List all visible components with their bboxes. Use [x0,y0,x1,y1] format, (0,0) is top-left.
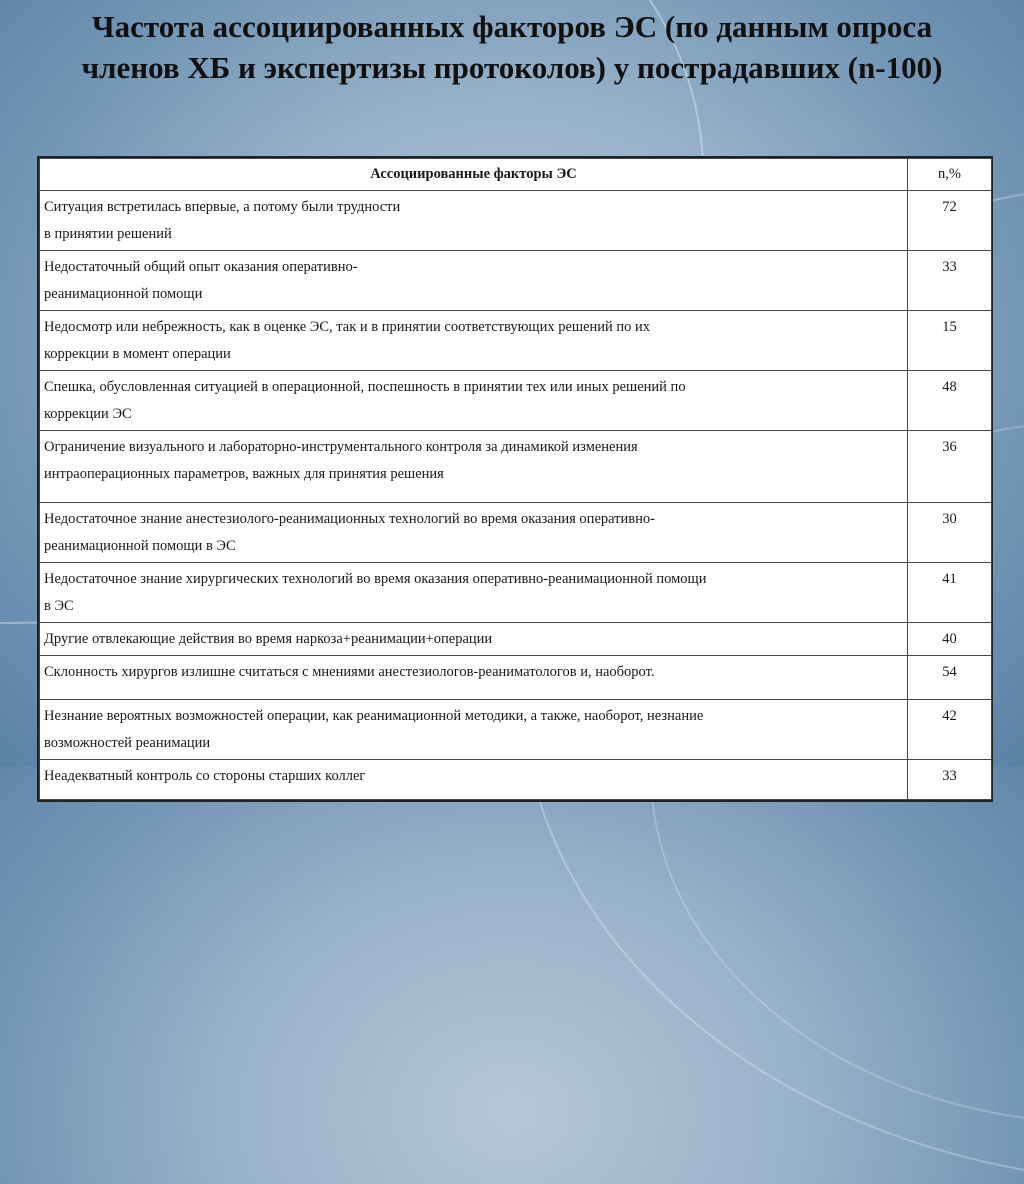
header-factor: Ассоциированные факторы ЭС [40,159,908,191]
percent-value-cell: 33 [908,251,992,311]
factor-cell [40,431,908,503]
factor-text-line: Недостаточный общий опыт оказания оперативно- [44,259,358,275]
table-row [40,563,992,623]
header-n-percent: n,% [908,159,992,191]
factor-text-line: Склонность хирургов излишне считаться с мнениями анестезиологов-реаниматологов и, наоборот. [44,664,655,680]
table-row [40,623,992,656]
percent-value-cell: 54 [908,656,992,700]
percent-value-cell: 72 [908,191,992,251]
factor-text-line: Ограничение визуального и лабораторно-инструментального контроля за динамикой изменения [44,439,638,455]
percent-value-cell: 15 [908,311,992,371]
factor-text-line: коррекции ЭС [44,406,132,422]
factor-text-line: Спешка, обусловленная ситуацией в операционной, поспешность в принятии тех или иных решений по [44,379,686,395]
factor-cell [40,251,908,311]
factor-cell [40,623,908,656]
factor-text-line: интраоперационных параметров, важных для принятия решения [44,466,444,482]
factor-text-line: Другие отвлекающие действия во время наркоза+реанимации+операции [44,631,493,647]
table-row [40,760,992,800]
table-row [40,700,992,760]
factors-table [37,156,993,802]
percent-value-cell: 48 [908,371,992,431]
table-header-row [40,159,992,191]
percent-value-cell: 42 [908,700,992,760]
factor-cell [40,503,908,563]
factor-cell [40,371,908,431]
table-row [40,191,992,251]
factor-text-line: коррекции в момент операции [44,346,231,362]
factor-cell [40,656,908,700]
factor-text-line: Недостаточное знание анестезиолого-реанимационных технологий во время оказания оперативно- [44,511,655,527]
factor-text-line: в ЭС [44,598,74,614]
factor-text-line: Недостаточное знание хирургических технологий во время оказания оперативно-реанимационной помощи [44,571,707,587]
percent-value-cell: 41 [908,563,992,623]
factor-cell [40,191,908,251]
factor-text-line: Ситуация встретилась впервые, а потому были трудности [44,199,401,215]
table-row [40,311,992,371]
percent-value-cell: 33 [908,760,992,800]
factor-cell [40,311,908,371]
factor-text-line: реанимационной помощи в ЭС [44,538,236,554]
factor-text-line: реанимационной помощи [44,286,203,302]
factor-cell [40,760,908,800]
table-row [40,371,992,431]
factor-cell [40,563,908,623]
table-row [40,431,992,503]
factor-text-line: Незнание вероятных возможностей операции, как реанимационной методики, а также, наоборот, незнание [44,708,704,724]
factor-text-line: Неадекватный контроль со стороны старших коллег [44,768,366,784]
factor-cell [40,700,908,760]
percent-value-cell: 40 [908,623,992,656]
table-row [40,503,992,563]
factor-text-line: в принятии решений [44,226,172,242]
percent-value-cell: 30 [908,503,992,563]
table-row [40,251,992,311]
factor-text-line: возможностей реанимации [44,735,211,751]
slide-title: Частота ассоциированных факторов ЭС (по данным опроса членов ХБ и экспертизы протоколов) у пострадавших (n-100) [81,9,943,85]
factor-text-line: Недосмотр или небрежность, как в оценке ЭС, так и в принятии соответствующих решений по их [44,319,651,335]
percent-value-cell: 36 [908,431,992,503]
table-row [40,656,992,700]
